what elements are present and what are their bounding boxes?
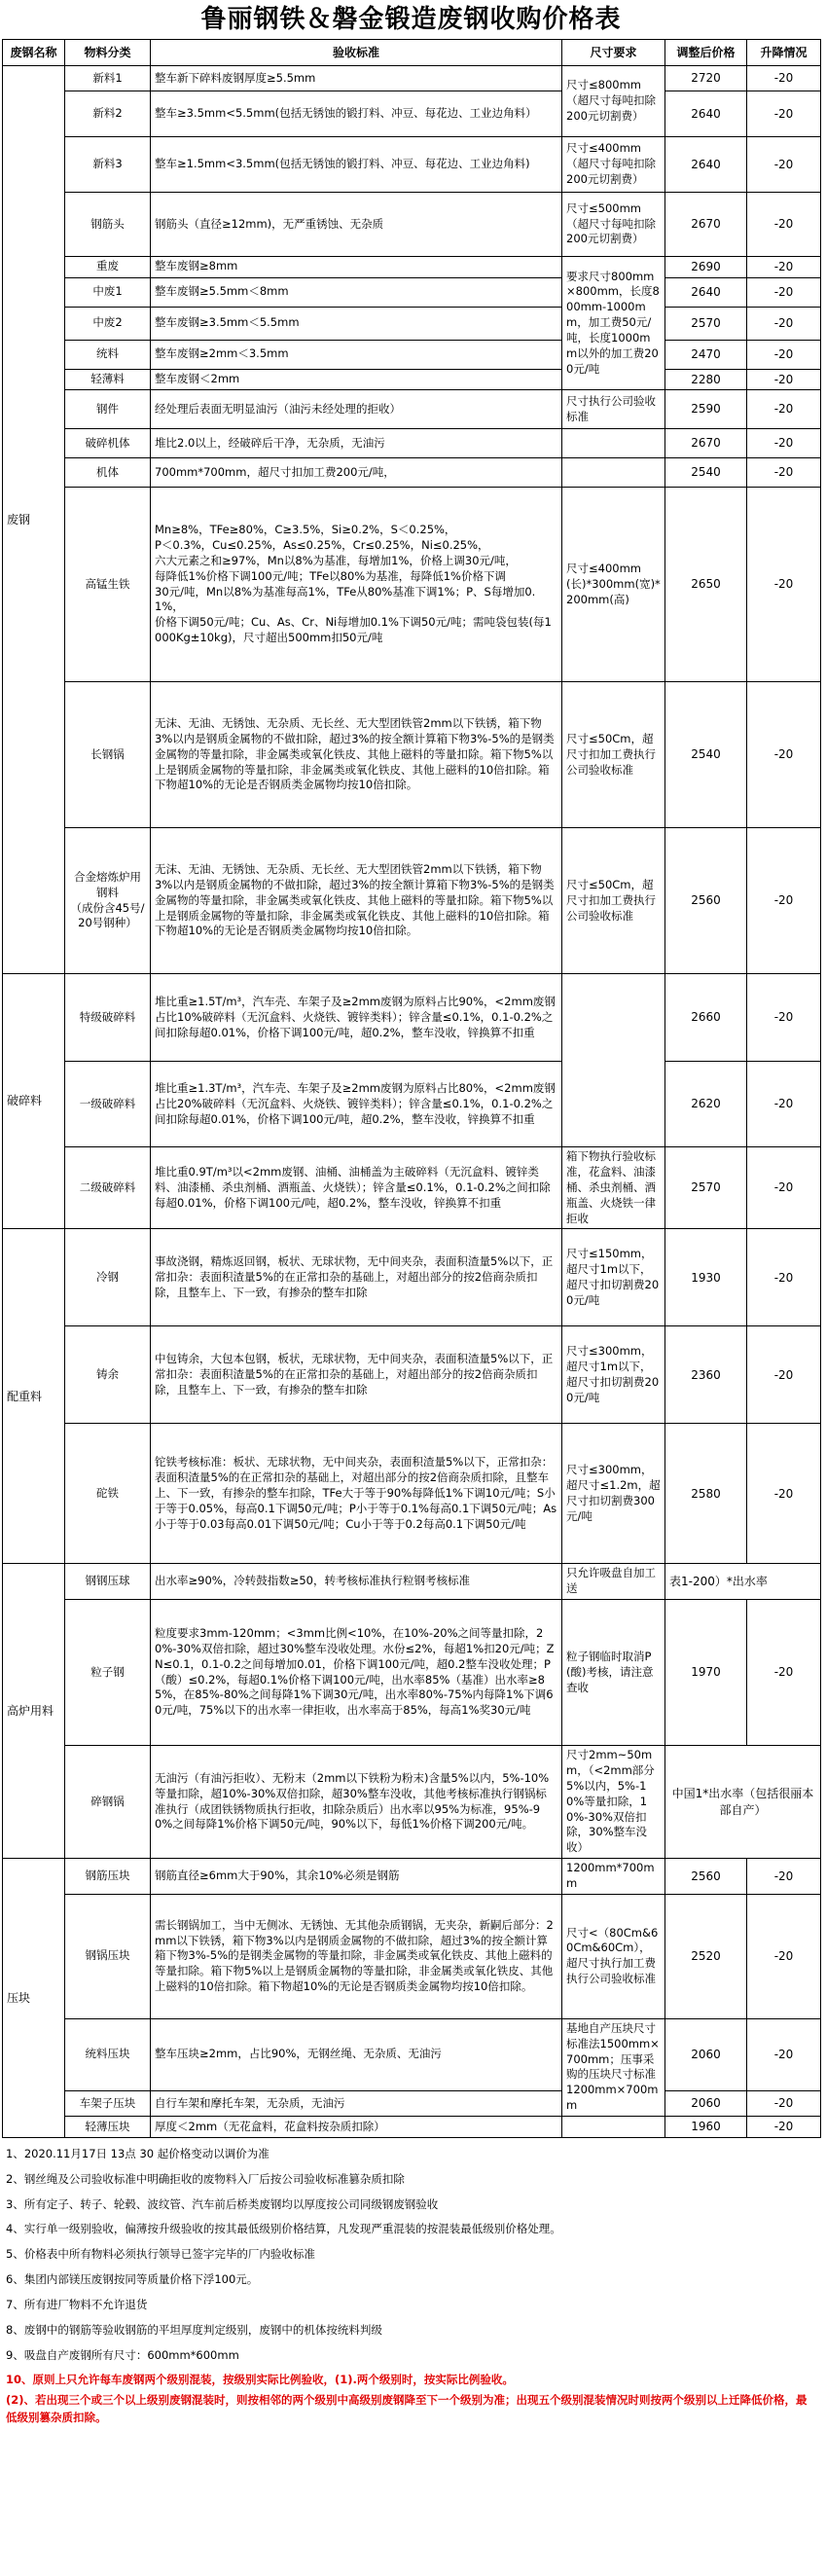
price-value: 2590 [665,390,747,429]
price-value: 2560 [665,828,747,974]
change-value: -20 [747,1600,821,1746]
note-line: 3、所有定子、转子、轮毂、波纹管、汽车前后桥类废钢均以厚度按公司同级钢废钢验收 [6,2196,439,2211]
standard-text: 自行车架和摩托车架，无杂质，无油污 [151,2090,562,2116]
table-row [3,91,821,137]
table-row [3,2117,821,2138]
standard-text: Mn≥8%，TFe≥80%，C≥3.5%，Si≥0.2%，S＜0.25%， P＜0.3%，Cu≤0.25%，As≤0.25%，Cr≤0.25%，Ni≤0.25%， 六大元素之和≥97%，Mn以8%为基准，每增加1%，价格上调30元/吨， 每降低1%价格下调100元/吨；TFe以80%为基准，每降低1%价格下调 30元/吨，Mn以8%为基准每高1%，TFe从80%基准下调1%；P、S每增加0.1%， 价格下调50元/吨；Cu、As、Cr、Ni每增加0.1%下调50元/吨；需吨袋包装(每1000Kg±10kg)，尺寸超出500mm扣50元/吨 [151,488,562,682]
table-row [3,277,821,307]
table-row [3,488,821,682]
price-value: 2570 [665,1147,747,1229]
change-value: -20 [747,307,821,340]
price-value: 2060 [665,2018,747,2090]
price-value: 2720 [665,66,747,91]
size-requirement: 尺寸≤300mm，超尺寸≤1.2m，超尺寸扣切割费300元/吨 [562,1424,665,1564]
standard-text: 整车废钢≥8mm [151,257,562,278]
price-value: 1970 [665,1600,747,1746]
material-name: 钢件 [65,390,151,429]
size-text: 尺寸≤800mm （超尺寸每吨扣除200元切割费） [566,78,656,123]
size-requirement: 尺寸2mm~50mm，（<2mm部分5%以内，5%-10%等量扣除，10%-30%双倍扣除，30%整车没收） [562,1746,665,1859]
standard-text: 无沫、无油、无锈蚀、无杂质、无长丝、无大型团铁管2mm以下铁锈，箱下物3%以内是钢质金属物的不做扣除，超过3%的按全额计算箱下物3%-5%的是钢类金属物的等量扣除，非金属类或氧化铁皮、其他上磁料的等量扣除。箱下物5%以上是钢质金属物的等量扣除，非金属类或氧化铁皮、其他上磁料的10倍扣除。箱下物超10%的无论是否钢质类金属物均按10倍扣除。 [151,682,562,828]
col-header-standard: 验收标准 [151,40,562,66]
material-name: 新料3 [65,137,151,193]
standard-text: 无沫、无油、无锈蚀、无杂质、无长丝、无大型团铁管2mm以下铁锈，箱下物3%以内是钢质金属物的不做扣除，超过3%的按全额计算箱下物3%-5%的是钢类金属物的等量扣除，非金属类或氧化铁皮、其他上磁料的等量扣除。箱下物5%以上是钢质金属物的等量扣除，非金属类或氧化铁皮、其他上磁料的10倍扣除。箱下物超10%的无论是否钢质类金属物均按10倍扣除。 [151,828,562,974]
size-requirement [562,2117,665,2138]
table-row [3,682,821,828]
size-requirement: 尺寸≤400mm(长)*300mm(宽)*200mm(高) [562,488,665,682]
price-value: 2690 [665,257,747,278]
change-value: -20 [747,458,821,488]
col-header-change: 升降情况 [747,40,821,66]
col-header-price: 调整后价格 [665,40,747,66]
price-sheet-page [2,0,820,2427]
material-name: 破碎机体 [65,429,151,458]
material-name: 机体 [65,458,151,488]
material-name: 重废 [65,257,151,278]
change-value: -20 [747,2018,821,2090]
standard-text: 堆比2.0以上，经破碎后干净，无杂质，无油污 [151,429,562,458]
standard-text: 厚度＜2mm（无花盒料，花盒料按杂质扣除） [151,2117,562,2138]
price-value: 2640 [665,137,747,193]
standard-text: 整车废钢≥2mm＜3.5mm [151,340,562,369]
price-value: 2560 [665,1859,747,1895]
price-value: 2640 [665,91,747,137]
price-note: 表1-200）*出水率 [665,1564,821,1600]
price-value: 2520 [665,1894,747,2018]
price-value: 2280 [665,369,747,390]
table-row [3,1746,821,1859]
price-value: 2670 [665,193,747,257]
change-value: -20 [747,91,821,137]
standard-text: 堆比重≥1.5T/m³，汽车壳、车架子及≥2mm废钢为原料占比90%，<2mm废钢占比10%破碎料（无沉盒料、火烧铁、镀锌类料）；锌含量≤0.1%，0.1-0.2%之间扣除每超0.01%，价格下调100元/吨，超0.2%，整车没收，锌换算不扣重 [151,974,562,1062]
material-name: 中废2 [65,307,151,340]
change-value: -20 [747,488,821,682]
material-name: 钢钢压球 [65,1564,151,1600]
category-cell: 配重料 [3,1229,65,1564]
change-value: -20 [747,1859,821,1895]
material-name: 钢筋头 [65,193,151,257]
price-value: 2670 [665,429,747,458]
size-requirement: 尺寸≤50Cm，超尺寸扣加工费执行公司验收标准 [562,682,665,828]
size-requirement [562,66,665,137]
table-row [3,2090,821,2116]
price-value: 2540 [665,458,747,488]
material-name: 钢锅压块 [65,1894,151,2018]
price-value: 1930 [665,1229,747,1326]
price-value: 2360 [665,1326,747,1424]
change-value: -20 [747,1424,821,1564]
price-value: 2650 [665,488,747,682]
table-row [3,458,821,488]
table-row [3,1564,821,1600]
note-line: 6、集团内部镁压废钢按同等质量价格下浮100元。 [6,2272,259,2287]
standard-text: 铊铁考核标准：板状、无球状物，无中间夹杂，表面积渣量5%以下，正常扣杂：表面积渣量5%的在正常扣杂的基础上，对超出部分的按2倍商杂质扣除，且整车上、下一致，有掺杂的整车扣除，TFe大于等于90%每降低1%下调10元/吨；S小于等于0.05%，每高0.1下调50元/吨；P小于等于0.1%每高0.1下调50元/吨；As小于等于0.03每高0.01下调50元/吨；Cu小于等于0.2每高0.1下调50元/吨 [151,1424,562,1564]
material-name: 统料压块 [65,2018,151,2090]
table-row [3,137,821,193]
standard-text: 整车废钢≥3.5mm＜5.5mm [151,307,562,340]
material-name: 一级破碎料 [65,1062,151,1147]
change-value: -20 [747,1062,821,1147]
table-row [3,1062,821,1147]
note-line: 9、吸盘自产废钢所有尺寸：600mm*600mm [6,2347,239,2362]
table-row [3,307,821,340]
note-line: 5、价格表中所有物料必须执行领导已签字完毕的厂内验收标准 [6,2247,315,2262]
change-value: -20 [747,1147,821,1229]
change-value: -20 [747,369,821,390]
price-value: 2470 [665,340,747,369]
table-row [3,429,821,458]
table-row [3,1229,821,1326]
standard-text: 整车≥1.5mm<3.5mm(包括无锈蚀的锻打料、冲豆、每花边、工业边角料) [151,137,562,193]
warning-line: (2)、若出现三个或三个以上级别废钢混装时，则按相邻的两个级别中高级别废钢降至下一个级别为准；出现五个级别混装情况时则按两个级别以上迁降低价格，最低级别篡杂质扣除。 [6,2393,808,2424]
standard-text: 经处理后表面无明显油污（油污未经处理的拒收） [151,390,562,429]
standard-text: 整车≥3.5mm<5.5mm(包括无锈蚀的锻打料、冲豆、每花边、工业边角料） [151,91,562,137]
standard-text: 整车废钢＜2mm [151,369,562,390]
table-row [3,974,821,1062]
price-value: 2060 [665,2090,747,2116]
material-name: 轻薄料 [65,369,151,390]
size-requirement: 粒子钢临时取消P(酸)考核，请注意查收 [562,1600,665,1746]
price-note: 中国1*出水率（包括很丽本部自产） [665,1746,821,1859]
category-cell: 破碎料 [3,974,65,1229]
standard-text: 堆比重≥1.3T/m³，汽车壳、车架子及≥2mm废钢为原料占比80%，<2mm废钢占比20%破碎料（无沉盒料、火烧铁、镀锌类料）；锌含量≤0.1%，0.1-0.2%之间扣除每超0.01%，价格下调100元/吨，超0.2%，整车没收，锌换算不扣重 [151,1062,562,1147]
change-value: -20 [747,1326,821,1424]
standard-text: 整车新下碎料废钢厚度≥5.5mm [151,66,562,91]
table-row [3,193,821,257]
standard-text: 需长钢锅加工，当中无侧冰、无锈蚀、无其他杂质钢锅，无夹杂，新嗣后部分：2mm以下铁锈，箱下物3%以内是钢质金属物的不做扣除，超过3%的按全额计算箱下物3%-5%的是钢类金属物的等量扣除，非金属类或氧化铁皮、其他上磁料的等量扣除。箱下物5%以上是钢质金属物的等量扣除，非金属类或氧化铁皮、其他上磁料的10倍扣除。箱下物超10%的无论是否钢质类金属物均按10倍扣除。 [151,1894,562,2018]
size-requirement: 尺寸≤50Cm，超尺寸扣加工费执行公司验收标准 [562,828,665,974]
standard-text: 事故浇钢，精炼返回钢，板状、无球状物，无中间夹杂，表面积渣量5%以下，正常扣杂：表面积渣量5%的在正常扣杂的基础上，对超出部分的按2倍商杂质扣除，且整车上、下一致，有掺杂的整车扣除 [151,1229,562,1326]
standard-text: 700mm*700mm，超尺寸扣加工费200元/吨， [151,458,562,488]
col-header-scrap-name: 废钢名称 [3,40,65,66]
table-row [3,390,821,429]
change-value: -20 [747,429,821,458]
table-row [3,1424,821,1564]
change-value: -20 [747,277,821,307]
price-value: 2660 [665,974,747,1062]
change-value: -20 [747,2090,821,2116]
price-value: 2570 [665,307,747,340]
table-row [3,66,821,91]
change-value: -20 [747,137,821,193]
size-requirement: 只允许吸盘自加工送 [562,1564,665,1600]
price-value: 2640 [665,277,747,307]
material-name: 二级破碎料 [65,1147,151,1229]
change-value: -20 [747,828,821,974]
standard-text: 钢筋头（直径≥12mm)，无严重锈蚀、无杂质 [151,193,562,257]
price-value: 2580 [665,1424,747,1564]
change-value: -20 [747,682,821,828]
change-value: -20 [747,1229,821,1326]
category-cell: 废钢 [3,66,65,974]
standard-text: 中包铸余，大包本包钢，板状，无球状物，无中间夹杂，表面积渣量5%以下，正常扣杂：表面积渣量5%的在正常扣杂的基础上，对超出部分的按2倍商杂质扣除，且整车上、下一致，有掺杂的整车扣除 [151,1326,562,1424]
material-name: 砣铁 [65,1424,151,1564]
standard-text: 粒度要求3mm-120mm；<3mm比例<10%，在10%-20%之间等量扣除，20%-30%双倍扣除，超过30%整车没收处理。水份≤2%，每超1%扣20元/吨；ZN≤0.1，0.1-0.2之间每增加0.01，价格下调100元/吨，超0.2整车没收处理；P（酸）≤0.2%，每超0.1%价格下调100元/吨，出水率85%（基准）出水率≥85%，在85%-80%之间每降1%下调30元/吨，出水率80%-75%内每降1%下调60元/吨，75%以下的出水率一律拒收，出水率高于85%，每高1%奖30元/吨 [151,1600,562,1746]
material-name: 高锰生铁 [65,488,151,682]
table-row [3,369,821,390]
size-requirement: 基地自产压块尺寸标准法1500mm×700mm；压事采购的压块尺寸标准1200mm×700mm [562,2018,665,2116]
notes-section [2,2138,820,2427]
price-table [2,39,821,2138]
change-value: -20 [747,1894,821,2018]
note-line: 7、所有进厂物料不允许退货 [6,2297,148,2311]
material-name: 新料2 [65,91,151,137]
standard-text: 整车废钢≥5.5mm＜8mm [151,277,562,307]
size-requirement: 1200mm*700mm [562,1859,665,1895]
table-row [3,340,821,369]
material-name: 特级破碎料 [65,974,151,1062]
category-cell: 高炉用料 [3,1564,65,1859]
standard-text: 钢筋直径≥6mm大于90%，其余10%必须是钢筋 [151,1859,562,1895]
size-requirement: 尺寸≤400mm （超尺寸每吨扣除200元切割费） [562,137,665,193]
page-title: 鲁丽钢铁＆磐金锻造废钢收购价格表 [200,5,622,34]
change-value: -20 [747,2117,821,2138]
size-requirement: 要求尺寸800mm×800mm，长度800mm-1000mm，加工费50元/吨，长度1000mm以外的加工费200元/吨 [562,257,665,390]
standard-text: 整车压块≥2mm，占比90%，无钢丝绳、无杂质、无油污 [151,2018,562,2090]
price-value: 2540 [665,682,747,828]
note-line: 2、钢丝绳及公司验收标准中明确拒收的废物料入厂后按公司验收标准篡杂质扣除 [6,2171,405,2186]
size-requirement: 尺寸执行公司验收标准 [562,390,665,429]
table-row [3,1147,821,1229]
table-row [3,1859,821,1895]
material-name: 合金熔炼炉用钢料 （成份含45号/20号钢种） [65,828,151,974]
warning-line: 10、原则上只允许每车废钢两个级别混装，按级别实际比例验收，(1).两个级别时，按实际比例验收。 [6,2373,514,2387]
col-header-material: 物料分类 [65,40,151,66]
size-requirement [562,429,665,458]
material-name: 长钢锅 [65,682,151,828]
table-row [3,2018,821,2090]
size-requirement: 尺寸≤300mm，超尺寸1m以下，超尺寸扣切割费200元/吨 [562,1326,665,1424]
size-requirement: 尺寸≤500mm （超尺寸每吨扣除200元切割费） [562,193,665,257]
note-line: 1、2020.11月17日 13点 30 起价格变动以调价为准 [6,2147,269,2160]
table-row [3,257,821,278]
material-name: 粒子钢 [65,1600,151,1746]
material-name: 碎钢锅 [65,1746,151,1859]
material-name: 中废1 [65,277,151,307]
material-name: 新料1 [65,66,151,91]
standard-text: 出水率≥90%，冷转鼓指数≥50，转考核标准执行粒钢考核标准 [151,1564,562,1600]
size-requirement: 尺寸≤150mm，超尺寸1m以下，超尺寸扣切割费200元/吨 [562,1229,665,1326]
category-cell: 压块 [3,1859,65,2138]
material-name: 钢筋压块 [65,1859,151,1895]
table-row [3,1326,821,1424]
material-name: 冷钢 [65,1229,151,1326]
change-value: -20 [747,193,821,257]
material-name: 统料 [65,340,151,369]
size-requirement: 箱下物执行验收标准，花盒料、油漆桶、杀虫剂桶、酒瓶盖、火烧铁一律拒收 [562,1147,665,1229]
change-value: -20 [747,257,821,278]
change-value: -20 [747,974,821,1062]
size-requirement: 尺寸<（80Cm&60Cm&60Cm），超尺寸执行加工费执行公司验收标准 [562,1894,665,2018]
material-name: 铸余 [65,1326,151,1424]
table-header-row [3,40,821,66]
note-line: 8、废钢中的钢筋等验收钢筋的平坦厚度判定级别，废钢中的机体按统料判级 [6,2322,382,2337]
material-name: 轻薄压块 [65,2117,151,2138]
note-line: 4、实行单一级别验收，偏薄按升级验收的按其最低级别价格结算，凡发现严重混装的按混装最低级别价格处理。 [6,2222,561,2236]
col-header-size: 尺寸要求 [562,40,665,66]
table-row [3,1600,821,1746]
size-requirement [562,458,665,488]
standard-text: 堆比重0.9T/m³以<2mm废钢、油桶、油桶盖为主破碎料（无沉盒料、镀锌类料、油漆桶、杀虫剂桶、酒瓶盖、火烧铁）；锌含量≤0.1%，0.1-0.2%之间扣除每超0.01%，价格下调100元/吨，超0.2%，整车没收，锌换算不扣重 [151,1147,562,1229]
change-value: -20 [747,390,821,429]
price-value: 1960 [665,2117,747,2138]
material-name: 车架子压块 [65,2090,151,2116]
change-value: -20 [747,66,821,91]
table-row [3,1894,821,2018]
table-row [3,828,821,974]
price-value: 2620 [665,1062,747,1147]
change-value: -20 [747,340,821,369]
standard-text: 无油污（有油污拒收）、无粉末（2mm以下铁粉为粉末)含量5%以内，5%-10%等量扣除，超10%-30%双倍扣除，超30%整车没收，其他考核标准执行钢锅标准执行（成团铁锈物质执行拒收，扣除杂质后）出水率以95%为标准，95%-90%之间每降1%价格下调50元/吨，90%以下，每低1%价格下调200元/吨。 [151,1746,562,1859]
size-requirement [562,974,665,1147]
